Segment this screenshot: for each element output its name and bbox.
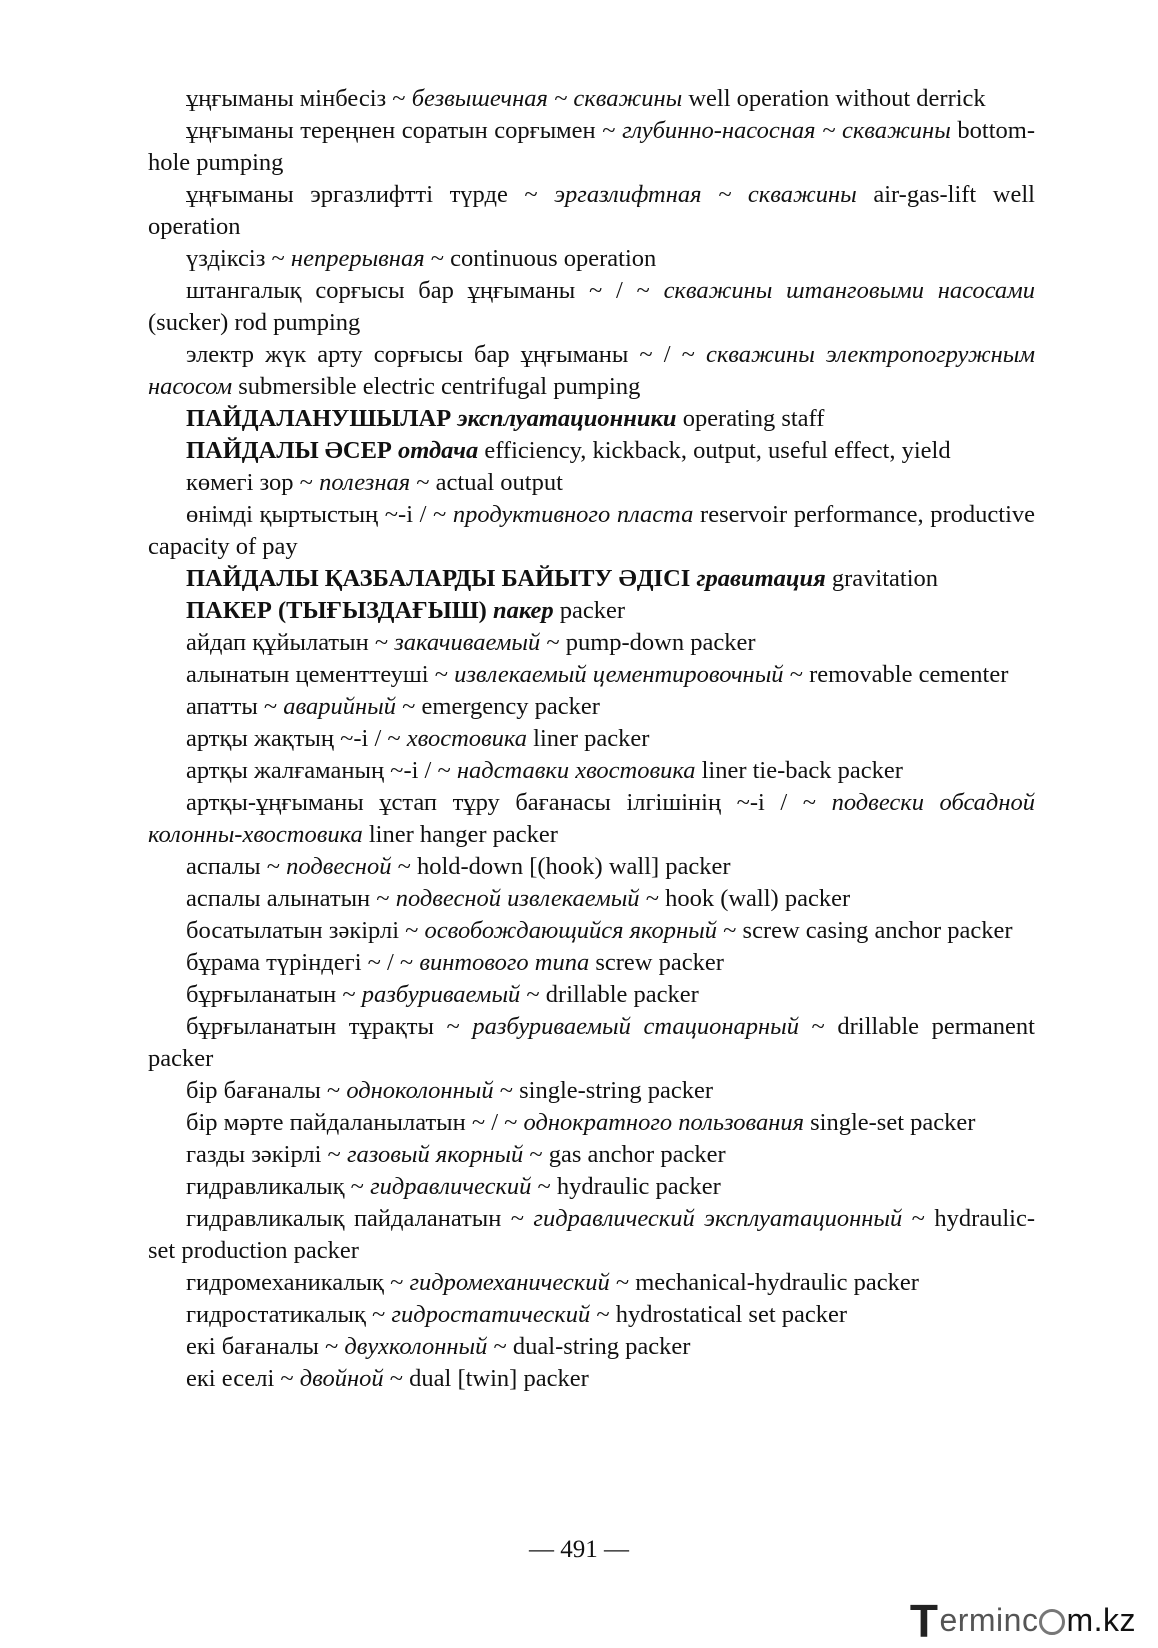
kazakh-term: ПАЙДАЛАНУШЫЛАР	[186, 405, 458, 432]
russian-term: скважины электропогружным насосом	[148, 341, 1035, 400]
russian-term: гидравлический	[370, 1173, 532, 1200]
subentry	[148, 1011, 1035, 1075]
kazakh-term: босатылатын зәкірлі ~	[186, 917, 425, 944]
english-term: ~ dual-string packer	[487, 1333, 691, 1360]
russian-term: подвески обсадной колонны-хвостовика	[148, 789, 1035, 848]
subentry	[148, 1139, 1035, 1171]
subentry	[148, 659, 1035, 691]
russian-term: разбуриваемый стационарный	[472, 1013, 799, 1040]
russian-term: однократного пользования	[523, 1109, 804, 1136]
english-term: efficiency, kickback, output, useful effect, yield	[478, 437, 951, 464]
subentry	[148, 1331, 1035, 1363]
subentry	[148, 179, 1035, 243]
russian-term: подвесной извлекаемый	[395, 885, 640, 912]
subentry	[148, 723, 1035, 755]
english-term: ~ hook (wall) packer	[639, 885, 851, 912]
russian-term: хвостовика	[406, 725, 528, 752]
kazakh-term: электр жүк арту сорғысы бар ұңғыманы ~ / ~	[186, 341, 706, 368]
watermark-letter-c: c	[1021, 1602, 1039, 1638]
kazakh-term: артқы жақтың ~-і / ~	[186, 725, 407, 752]
russian-term: аварийный	[283, 693, 397, 720]
subentry	[148, 627, 1035, 659]
site-watermark-logo	[910, 1594, 1136, 1648]
russian-term: эргазлифтная ~ скважины	[554, 181, 857, 208]
english-term: air-gas-lift well operation	[148, 181, 1035, 240]
russian-term: гравитация	[696, 565, 826, 592]
english-term: ~ drillable permanent packer	[148, 1013, 1035, 1072]
english-term: ~ hydrostatical set packer	[590, 1301, 848, 1328]
subentry	[148, 979, 1035, 1011]
english-term: ~ removable cementer	[783, 661, 1009, 688]
kazakh-term: үздіксіз ~	[186, 245, 291, 272]
english-term: (sucker) rod pumping	[148, 309, 361, 336]
english-term: ~ emergency packer	[396, 693, 600, 720]
kazakh-term: көмегі зор ~	[186, 469, 320, 496]
english-term: ~ single-string packer	[493, 1077, 713, 1104]
russian-term: гидравлический эксплуатационный	[533, 1205, 903, 1232]
english-term: ~ hydraulic-set production packer	[148, 1205, 1035, 1264]
kazakh-term: гидравликалық пайдаланатын ~	[186, 1205, 534, 1232]
english-term: bottom-hole pumping	[148, 117, 1035, 176]
kazakh-term: аспалы алынатын ~	[186, 885, 396, 912]
russian-term: двухколонный	[344, 1333, 488, 1360]
dictionary-page	[148, 83, 1035, 1395]
english-term: ~ gas anchor packer	[523, 1141, 726, 1168]
english-term: ~ dual [twin] packer	[383, 1365, 589, 1392]
subentry	[148, 1171, 1035, 1203]
subentry	[148, 1107, 1035, 1139]
russian-term: винтового типа	[419, 949, 590, 976]
headword-entry	[148, 563, 1035, 595]
english-term: ~ pump-down packer	[540, 629, 756, 656]
russian-term: надставки хвостовика	[456, 757, 696, 784]
russian-term: отдача	[398, 437, 479, 464]
subentry	[148, 915, 1035, 947]
subentry	[148, 243, 1035, 275]
subentry	[148, 115, 1035, 179]
subentry	[148, 1203, 1035, 1267]
english-term: ~ actual output	[410, 469, 563, 496]
subentry	[148, 467, 1035, 499]
subentry	[148, 1267, 1035, 1299]
watermark-text-ermin: ermin	[939, 1602, 1022, 1638]
kazakh-term: гидростатикалық ~	[186, 1301, 392, 1328]
english-term: screw packer	[589, 949, 724, 976]
english-term: single-set packer	[803, 1109, 976, 1136]
kazakh-term: артқы-ұңғыманы ұстап тұру бағанасы ілгішінің ~-і / ~	[186, 789, 832, 816]
english-term: liner hanger packer	[362, 821, 558, 848]
russian-term: подвесной	[286, 853, 392, 880]
kazakh-term: ПАЙДАЛЫ ӘСЕР	[186, 437, 399, 464]
kazakh-term: бір мәрте пайдаланылатын ~ / ~	[186, 1109, 524, 1136]
russian-term: освобождающийся якорный	[424, 917, 718, 944]
kazakh-term: газды зәкірлі ~	[186, 1141, 347, 1168]
english-term: ~ continuous operation	[424, 245, 657, 272]
russian-term: извлекаемый цементировочный	[454, 661, 784, 688]
kazakh-term: бұрама түріндегі ~ / ~	[186, 949, 420, 976]
kazakh-term: гидромеханикалық ~	[186, 1269, 410, 1296]
english-term: ~ hydraulic packer	[531, 1173, 721, 1200]
kazakh-term: артқы жалғаманың ~-і / ~	[186, 757, 457, 784]
subentry	[148, 83, 1035, 115]
headword-entry	[148, 435, 1035, 467]
russian-term: гидромеханический	[409, 1269, 610, 1296]
kazakh-term: ұңғыманы тереңнен соратын сорғымен ~	[186, 117, 623, 144]
english-term: gravitation	[825, 565, 939, 592]
english-term: liner tie-back packer	[695, 757, 903, 784]
russian-term: эксплуатационники	[457, 405, 677, 432]
subentry	[148, 691, 1035, 723]
russian-term: одноколонный	[346, 1077, 494, 1104]
russian-term: безвышечная ~ скважины	[411, 85, 683, 112]
subentry	[148, 1075, 1035, 1107]
russian-term: газовый якорный	[346, 1141, 524, 1168]
kazakh-term: гидравликалық ~	[186, 1173, 371, 1200]
kazakh-term: екі бағаналы ~	[186, 1333, 345, 1360]
english-term: operating staff	[676, 405, 825, 432]
kazakh-term: ПАКЕР (ТЫҒЫЗДАҒЫШ)	[186, 597, 493, 624]
english-term: ~ drillable packer	[520, 981, 699, 1008]
subentry	[148, 755, 1035, 787]
kazakh-term: екі еселі ~	[186, 1365, 300, 1392]
subentry	[148, 1363, 1035, 1395]
page-number: — 491 —	[529, 1536, 629, 1563]
russian-term: продуктивного пласта	[452, 501, 694, 528]
russian-term: двойной	[299, 1365, 384, 1392]
russian-term: закачиваемый	[394, 629, 541, 656]
subentry	[148, 275, 1035, 339]
russian-term: полезная	[319, 469, 411, 496]
english-term: reservoir performance, productive capacity of pay	[148, 501, 1035, 560]
russian-term: скважины штанговыми насосами	[663, 277, 1035, 304]
kazakh-term: ұңғыманы эргазлифтті түрде ~	[186, 181, 555, 208]
english-term: submersible electric centrifugal pumping	[232, 373, 641, 400]
subentry	[148, 339, 1035, 403]
russian-term: непрерывная	[290, 245, 425, 272]
headword-entry	[148, 403, 1035, 435]
russian-term: пакер	[492, 597, 554, 624]
subentry	[148, 883, 1035, 915]
kazakh-term: бұрғыланатын ~	[186, 981, 362, 1008]
english-term: ~ screw casing anchor packer	[717, 917, 1013, 944]
watermark-text-mkz: m.kz	[1066, 1602, 1136, 1638]
subentry	[148, 1299, 1035, 1331]
subentry	[148, 947, 1035, 979]
kazakh-term: ұңғыманы мінбесіз ~	[186, 85, 412, 112]
subentry	[148, 851, 1035, 883]
kazakh-term: айдап құйылатын ~	[186, 629, 395, 656]
kazakh-term: апатты ~	[186, 693, 284, 720]
subentry	[148, 787, 1035, 851]
subentry	[148, 499, 1035, 563]
russian-term: глубинно-насосная ~ скважины	[622, 117, 951, 144]
english-term: packer	[553, 597, 626, 624]
english-term: well operation without derrick	[682, 85, 986, 112]
english-term: ~ mechanical-hydraulic packer	[609, 1269, 919, 1296]
kazakh-term: аспалы ~	[186, 853, 287, 880]
english-term: liner packer	[527, 725, 650, 752]
russian-term: разбуриваемый	[361, 981, 521, 1008]
kazakh-term: бір бағаналы ~	[186, 1077, 347, 1104]
russian-term: гидростатический	[391, 1301, 591, 1328]
watermark-circle-o	[1039, 1609, 1065, 1635]
watermark-letter-t: T	[909, 1595, 939, 1647]
headword-entry	[148, 595, 1035, 627]
kazakh-term: алынатын цементтеуші ~	[186, 661, 455, 688]
kazakh-term: бұрғыланатын тұрақты ~	[186, 1013, 473, 1040]
kazakh-term: ПАЙДАЛЫ ҚАЗБАЛАРДЫ БАЙЫТУ ӘДІСІ	[186, 565, 697, 592]
english-term: ~ hold-down [(hook) wall] packer	[391, 853, 731, 880]
kazakh-term: штангалық сорғысы бар ұңғыманы ~ / ~	[186, 277, 664, 304]
kazakh-term: өнімді қыртыстың ~-і / ~	[186, 501, 453, 528]
